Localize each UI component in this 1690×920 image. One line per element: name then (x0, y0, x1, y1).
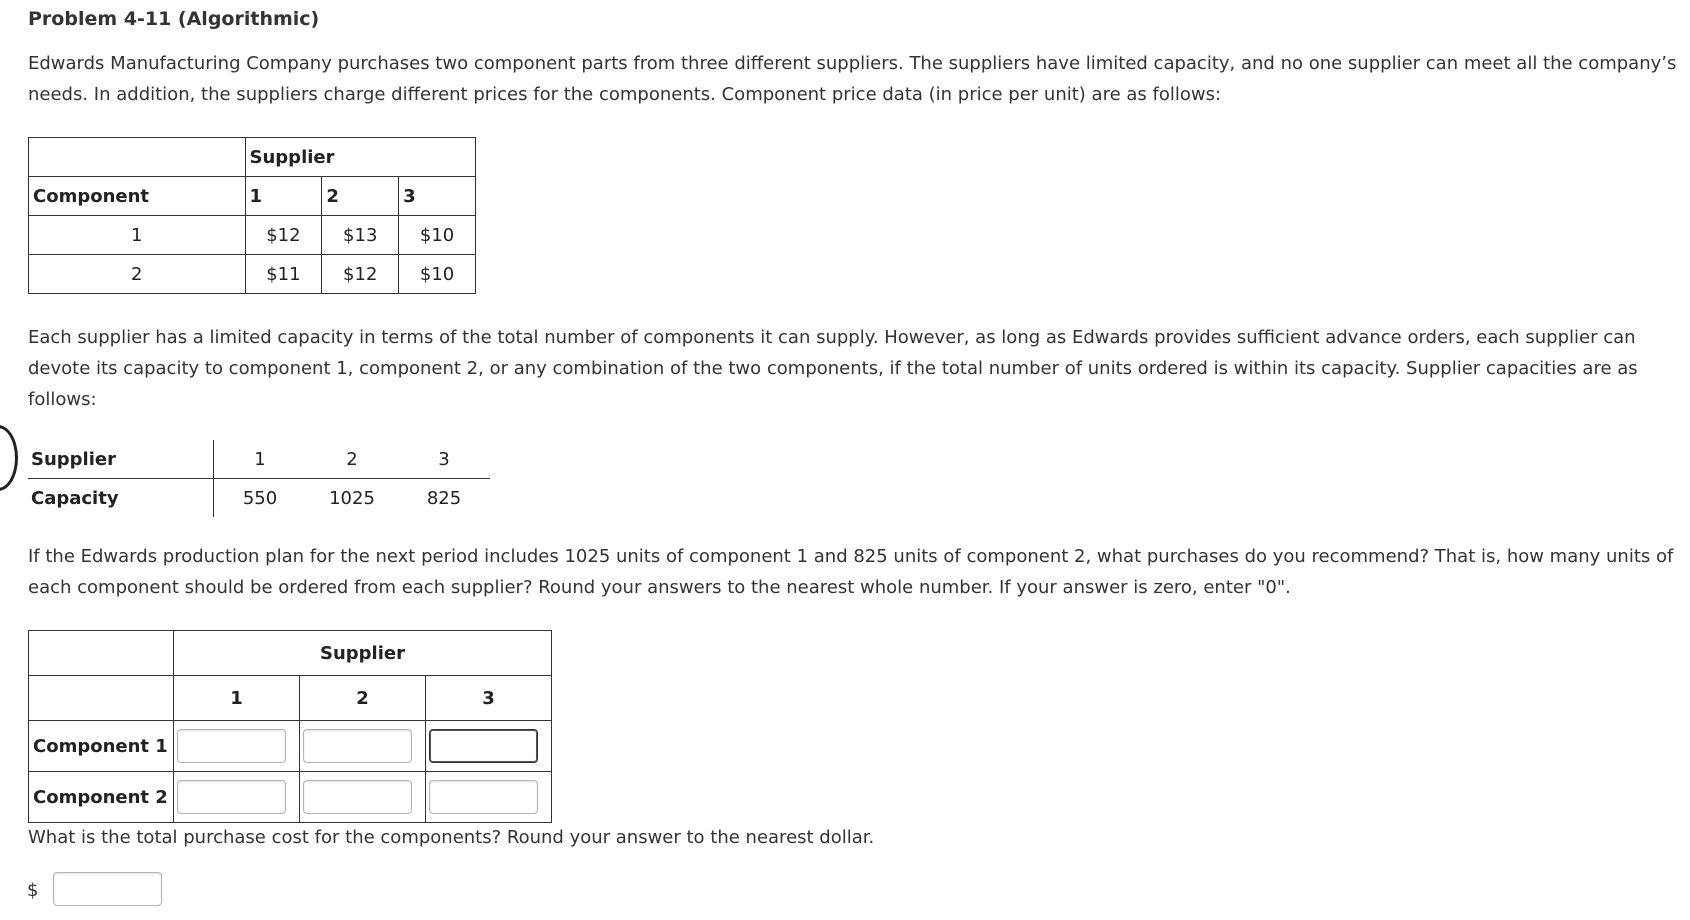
capacity-value: 550 (214, 479, 307, 518)
capacity-supplier-3: 3 (398, 440, 490, 479)
cursor-ring-decoration (0, 425, 18, 491)
price-component-header: Component (29, 177, 246, 216)
price-cell: $13 (322, 216, 399, 255)
total-cost-input[interactable] (53, 872, 162, 906)
question-paragraph: If the Edwards production plan for the next period includes 1025 units of component 1 and 825 units of component 2, what purchases do you recommend? That is, how many units of each component should be ordered from each supplier? Round your answers to the nearest whole number. If your answer is zero, enter "0". (28, 546, 1674, 598)
table-row (29, 772, 552, 823)
capacity-supplier-1: 1 (214, 440, 307, 479)
price-cell: $12 (322, 255, 399, 294)
component-1-supplier-2-input[interactable] (303, 729, 412, 763)
component-2-supplier-1-input[interactable] (177, 780, 286, 814)
price-cell: $12 (245, 216, 322, 255)
component-1-supplier-1-input[interactable] (177, 729, 286, 763)
price-cell: $11 (245, 255, 322, 294)
capacity-supplier-2: 2 (306, 440, 398, 479)
answer-table (28, 630, 552, 823)
capacity-supplier-label: Supplier (28, 440, 214, 479)
answer-supplier-header: Supplier (174, 631, 552, 676)
answer-supplier-1: 1 (174, 676, 300, 721)
intro-paragraph: Edwards Manufacturing Company purchases two component parts from three different suppliers. The suppliers have limited capacity, and no one supplier can meet all the company’s needs. In addition, the suppliers charge different prices for the components. Component price data (in price per unit) are as follows: (28, 53, 1677, 105)
answer-row-label: Component 1 (29, 721, 174, 772)
table-row (29, 216, 476, 255)
capacity-table (28, 440, 490, 517)
component-2-supplier-3-input[interactable] (429, 780, 538, 814)
table-row (29, 255, 476, 294)
answer-row-label: Component 2 (29, 772, 174, 823)
capacity-intro-paragraph: Each supplier has a limited capacity in terms of the total number of components it can supply. However, as long as Edwards provides sufficient advance orders, each supplier can devote its capacity to component 1, component 2, or any combination of the two components, if the total number of units ordered is within its capacity. Supplier capacities are as follows: (28, 327, 1638, 410)
price-supplier-2: 2 (322, 177, 399, 216)
answer-supplier-3: 3 (426, 676, 552, 721)
capacity-value: 1025 (329, 487, 375, 509)
price-row-component: 1 (29, 216, 246, 255)
price-cell: $10 (399, 255, 476, 294)
capacity-value: 825 (426, 487, 462, 509)
total-cost-question: What is the total purchase cost for the components? Round your answer to the nearest dollar. (28, 827, 875, 848)
price-supplier-header: Supplier (245, 138, 475, 177)
component-2-supplier-2-input[interactable] (303, 780, 412, 814)
currency-symbol: $ (27, 880, 39, 901)
price-row-component: 2 (29, 255, 246, 294)
problem-title: Problem 4-11 (Algorithmic) (28, 8, 320, 30)
answer-supplier-2: 2 (300, 676, 426, 721)
component-1-supplier-3-input[interactable] (429, 729, 538, 763)
capacity-label: Capacity (31, 487, 119, 509)
price-table (28, 137, 476, 294)
table-row (29, 721, 552, 772)
price-supplier-3: 3 (399, 177, 476, 216)
price-supplier-1: 1 (245, 177, 322, 216)
price-cell: $10 (399, 216, 476, 255)
